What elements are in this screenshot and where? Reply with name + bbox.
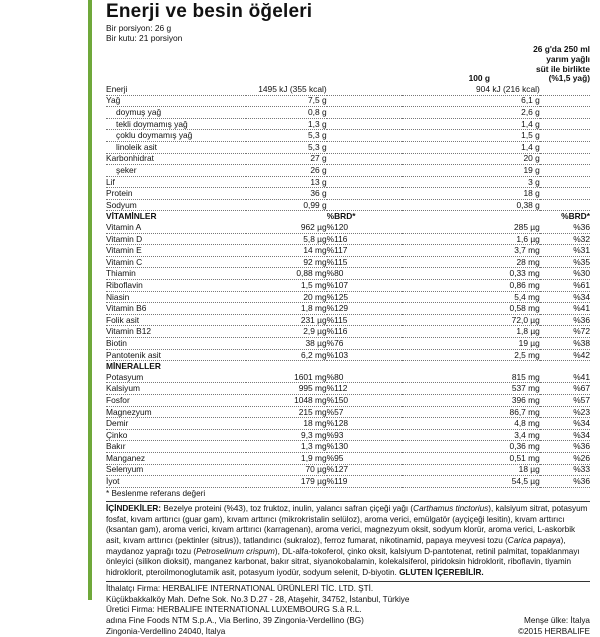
brd-serving bbox=[540, 95, 590, 107]
importer-line: Üretici Firma: HERBALIFE INTERNATIONAL LUXEMBOURG S.à R.L. bbox=[106, 605, 362, 615]
brd-100g bbox=[327, 118, 402, 130]
value-serving: 285 µg bbox=[402, 222, 540, 233]
nutrient-name: Sodyum bbox=[106, 199, 246, 211]
brd-100g bbox=[327, 188, 402, 200]
value-100g: 92 mg bbox=[246, 256, 326, 268]
brd-100g: %80 bbox=[327, 372, 402, 383]
brd-100g: %76 bbox=[327, 338, 402, 350]
nutrient-name: Vitamin D bbox=[106, 233, 246, 245]
nutrient-row bbox=[106, 464, 590, 476]
value-100g: 27 g bbox=[246, 153, 326, 165]
nutrient-row bbox=[106, 406, 590, 418]
value-serving: 0,86 mg bbox=[402, 280, 540, 292]
divider bbox=[106, 581, 590, 582]
nutrient-name: linoleik asit bbox=[106, 141, 246, 153]
column-headers bbox=[106, 45, 590, 84]
brd-serving bbox=[540, 153, 590, 165]
brd-serving: %34 bbox=[540, 418, 590, 430]
nutrient-row bbox=[106, 303, 590, 315]
footnote: * Beslenme referans değeri bbox=[106, 488, 206, 498]
value-100g: 1,5 mg bbox=[246, 280, 326, 292]
brd-serving: %67 bbox=[540, 383, 590, 395]
nutrient-row bbox=[106, 418, 590, 430]
section-header-row bbox=[106, 211, 590, 222]
value-serving: 0,38 g bbox=[402, 199, 540, 211]
brd-serving: %61 bbox=[540, 280, 590, 292]
nutrient-row bbox=[106, 452, 590, 464]
value-serving: 3 g bbox=[402, 176, 540, 188]
brd-100g bbox=[327, 199, 402, 211]
value-100g: 0,8 g bbox=[246, 107, 326, 119]
value-serving: 1,5 g bbox=[402, 130, 540, 142]
value-100g: 20 mg bbox=[246, 291, 326, 303]
brd-100g: %115 bbox=[327, 314, 402, 326]
nutrient-row bbox=[106, 165, 590, 177]
green-accent-bar bbox=[88, 0, 92, 600]
value-100g: 1601 mg bbox=[246, 372, 326, 383]
header-100g: 100 g bbox=[468, 73, 490, 84]
brd-100g: %127 bbox=[327, 464, 402, 476]
brd-serving: %72 bbox=[540, 326, 590, 338]
nutrient-name: Çinko bbox=[106, 429, 246, 441]
brd-100g: %80 bbox=[327, 268, 402, 280]
section-header-row bbox=[106, 361, 590, 372]
value-100g: 215 mg bbox=[246, 406, 326, 418]
brd-100g: %125 bbox=[327, 291, 402, 303]
brd-serving: %26 bbox=[540, 452, 590, 464]
nutrient-name: Vitamin E bbox=[106, 245, 246, 257]
nutrient-row bbox=[106, 95, 590, 107]
nutrient-name: Niasin bbox=[106, 291, 246, 303]
value-serving: 5,4 mg bbox=[402, 291, 540, 303]
header-serving-line: 26 g'da 250 ml bbox=[533, 44, 590, 55]
value-serving: 0,36 mg bbox=[402, 441, 540, 453]
value-100g: 13 g bbox=[246, 176, 326, 188]
label-content bbox=[106, 0, 590, 637]
value-serving: 537 mg bbox=[402, 383, 540, 395]
brd-serving: %35 bbox=[540, 256, 590, 268]
brd-serving: %34 bbox=[540, 291, 590, 303]
brd-100g bbox=[327, 153, 402, 165]
nutrient-row bbox=[106, 256, 590, 268]
value-100g: 1,8 mg bbox=[246, 303, 326, 315]
value-serving: 18 g bbox=[402, 188, 540, 200]
nutrient-row bbox=[106, 153, 590, 165]
section-title: MİNERALLER bbox=[106, 361, 161, 372]
nutrient-row bbox=[106, 222, 590, 233]
value-100g: 18 mg bbox=[246, 418, 326, 430]
nutrient-row bbox=[106, 383, 590, 395]
nutrient-row bbox=[106, 118, 590, 130]
brd-100g bbox=[327, 165, 402, 177]
nutrient-name: Karbonhidrat bbox=[106, 153, 246, 165]
nutrient-name: doymuş yağ bbox=[106, 107, 246, 119]
value-serving: 3,4 mg bbox=[402, 429, 540, 441]
nutrient-row bbox=[106, 188, 590, 200]
value-serving: 20 g bbox=[402, 153, 540, 165]
value-serving: 6,1 g bbox=[402, 95, 540, 107]
brd-serving: %36 bbox=[540, 476, 590, 488]
importer-line: İthalatçı Firma: HERBALIFE INTERNATIONAL ÜRÜNLERİ TİC. LTD. ŞTİ. bbox=[106, 584, 374, 594]
nutrient-row bbox=[106, 338, 590, 350]
value-serving: 19 µg bbox=[402, 338, 540, 350]
value-serving: 1,8 µg bbox=[402, 326, 540, 338]
nutrient-name: Lif bbox=[106, 176, 246, 188]
importer-line: Küçükbakkalköy Mah. Defne Sok. No.3 D.27 - 28, Ataşehir, 34752, İstanbul, Türkiye bbox=[106, 594, 410, 604]
nutrient-name: Magnezyum bbox=[106, 406, 246, 418]
nutrient-row bbox=[106, 326, 590, 338]
brd-serving: %41 bbox=[540, 372, 590, 383]
brd-100g: %112 bbox=[327, 383, 402, 395]
value-serving: 3,7 mg bbox=[402, 245, 540, 257]
value-100g: 231 µg bbox=[246, 314, 326, 326]
brd-serving bbox=[540, 141, 590, 153]
spacer-cell bbox=[402, 361, 540, 372]
value-serving: 72,0 µg bbox=[402, 314, 540, 326]
ingredients-segment: Carthamus tinctorius bbox=[413, 504, 489, 514]
brd-100g: %150 bbox=[327, 394, 402, 406]
brd-serving: %57 bbox=[540, 394, 590, 406]
brd-100g: %115 bbox=[327, 256, 402, 268]
nutrient-name: Manganez bbox=[106, 452, 246, 464]
nutrient-row bbox=[106, 429, 590, 441]
ingredients-segment: GLUTEN İÇEREBİLİR. bbox=[399, 567, 484, 577]
value-100g: 0,99 g bbox=[246, 199, 326, 211]
value-serving: 0,58 mg bbox=[402, 303, 540, 315]
brd-serving: %36 bbox=[540, 222, 590, 233]
value-100g: 1,3 mg bbox=[246, 441, 326, 453]
value-serving: 54,5 µg bbox=[402, 476, 540, 488]
nutrient-name: tekli doymamış yağ bbox=[106, 118, 246, 130]
ingredients-text bbox=[106, 504, 590, 578]
value-serving: 18 µg bbox=[402, 464, 540, 476]
value-100g: 962 µg bbox=[246, 222, 326, 233]
value-100g: 38 µg bbox=[246, 338, 326, 350]
brd-serving bbox=[540, 176, 590, 188]
brd-serving bbox=[540, 188, 590, 200]
servings-per-box: Bir kutu: 21 porsiyon bbox=[106, 32, 183, 43]
brd-header bbox=[540, 361, 590, 372]
label-title: Enerji ve besin öğeleri bbox=[106, 1, 313, 22]
nutrient-row bbox=[106, 130, 590, 142]
brd-serving: %38 bbox=[540, 338, 590, 350]
nutrient-name: Vitamin A bbox=[106, 222, 246, 233]
brd-serving: %30 bbox=[540, 268, 590, 280]
value-serving: 1,4 g bbox=[402, 141, 540, 153]
brd-serving: %33 bbox=[540, 464, 590, 476]
importer-line: adına Fine Foods NTM S.p.A., Via Berlino, 39 Zingonia-Verdellino (BG) bbox=[106, 616, 364, 626]
brd-100g: %129 bbox=[327, 303, 402, 315]
nutrient-row bbox=[106, 476, 590, 488]
brd-serving bbox=[540, 107, 590, 119]
nutrient-row bbox=[106, 233, 590, 245]
brd-100g: %130 bbox=[327, 441, 402, 453]
value-100g: 9,3 mg bbox=[246, 429, 326, 441]
nutrient-name: İyot bbox=[106, 476, 246, 488]
header-serving-line: süt ile birlikte bbox=[536, 63, 590, 74]
nutrient-name: Vitamin B12 bbox=[106, 326, 246, 338]
nutrient-row bbox=[106, 372, 590, 383]
brd-serving bbox=[540, 199, 590, 211]
brd-header: %BRD* bbox=[561, 211, 590, 222]
copyright: ©2015 HERBALIFE bbox=[517, 626, 590, 636]
value-serving: 4,8 mg bbox=[402, 418, 540, 430]
brd-serving bbox=[540, 165, 590, 177]
value-100g: 179 µg bbox=[246, 476, 326, 488]
brd-100g: %128 bbox=[327, 418, 402, 430]
nutrient-row bbox=[106, 107, 590, 119]
brd-serving bbox=[540, 118, 590, 130]
value-serving: 904 kJ (216 kcal) bbox=[402, 84, 540, 95]
value-100g: 5,3 g bbox=[246, 141, 326, 153]
header-serving-line: (%1,5 yağ) bbox=[548, 73, 590, 84]
value-100g: 26 g bbox=[246, 165, 326, 177]
value-serving: 2,5 mg bbox=[402, 349, 540, 361]
nutrient-row bbox=[106, 141, 590, 153]
value-100g: 1,9 mg bbox=[246, 452, 326, 464]
nutrient-name: Thiamin bbox=[106, 268, 246, 280]
value-100g: 5,3 g bbox=[246, 130, 326, 142]
value-100g: 1,3 g bbox=[246, 118, 326, 130]
brd-serving: %34 bbox=[540, 429, 590, 441]
brd-serving bbox=[540, 84, 590, 95]
value-serving: 0,51 mg bbox=[402, 452, 540, 464]
ingredients-segment: ), DL-alfa-tokoferol, çinko oksit, kalsiyum D-pantotenat, retinil palmitat, topaklanmayı önleyici (silikon dioksit), manganez karbonat, bakır sitrat, siyanokobalamin, kolekalsiferol, piridoksin hidroklorit, riboflavin, tiyamin hidroklorit, pteroilmonoglutamik asit, potasyum iyodür, sodyum selenit, D-biyotin. bbox=[106, 546, 580, 577]
brd-100g: %117 bbox=[327, 245, 402, 257]
importer-line: Zingonia-Verdellino 24040, İtalya bbox=[106, 626, 226, 636]
nutrient-name: Bakır bbox=[106, 441, 246, 453]
brd-100g: %93 bbox=[327, 429, 402, 441]
value-100g: 5,8 µg bbox=[246, 233, 326, 245]
ingredients-label: İÇİNDEKİLER: bbox=[106, 504, 162, 514]
brd-serving: %42 bbox=[540, 349, 590, 361]
value-100g: 6,2 mg bbox=[246, 349, 326, 361]
value-100g: 70 µg bbox=[246, 464, 326, 476]
nutrient-name: Fosfor bbox=[106, 394, 246, 406]
value-serving: 28 mg bbox=[402, 256, 540, 268]
nutrient-name: Kalsiyum bbox=[106, 383, 246, 395]
nutrient-name: Potasyum bbox=[106, 372, 246, 383]
value-100g: 2,9 µg bbox=[246, 326, 326, 338]
nutrient-row bbox=[106, 441, 590, 453]
value-100g: 1495 kJ (355 kcal) bbox=[246, 84, 326, 95]
nutrient-row bbox=[106, 291, 590, 303]
brd-serving: %41 bbox=[540, 303, 590, 315]
value-serving: 1,6 µg bbox=[402, 233, 540, 245]
brd-100g: %119 bbox=[327, 476, 402, 488]
divider bbox=[106, 501, 590, 502]
brd-100g bbox=[327, 130, 402, 142]
ingredients-segment: Petroselinum crispum bbox=[196, 546, 275, 556]
nutrient-name: Pantotenik asit bbox=[106, 349, 246, 361]
brd-100g bbox=[327, 176, 402, 188]
importer-block bbox=[106, 584, 590, 637]
brd-100g: %120 bbox=[327, 222, 402, 233]
section-title: VİTAMİNLER bbox=[106, 211, 157, 222]
brd-header: %BRD* bbox=[326, 211, 356, 222]
ingredients-segment: ), maydanoz yaprağı tozu ( bbox=[106, 535, 566, 556]
brd-100g: %116 bbox=[327, 233, 402, 245]
origin-country: Menşe ülke: İtalya bbox=[524, 616, 590, 626]
brd-serving: %36 bbox=[540, 441, 590, 453]
value-100g: 14 mg bbox=[246, 245, 326, 257]
brd-serving: %23 bbox=[540, 406, 590, 418]
brd-100g bbox=[327, 141, 402, 153]
brd-100g bbox=[327, 84, 402, 95]
nutrient-name: Protein bbox=[106, 188, 246, 200]
value-100g: 0,88 mg bbox=[246, 268, 326, 280]
header-serving-line: yarım yağlı bbox=[546, 53, 590, 64]
nutrient-name: Folik asit bbox=[106, 314, 246, 326]
value-serving: 0,33 mg bbox=[402, 268, 540, 280]
nutrient-row bbox=[106, 314, 590, 326]
value-100g: 1048 mg bbox=[246, 394, 326, 406]
value-serving: 19 g bbox=[402, 165, 540, 177]
ingredients-segment: Bezelye proteini (%43), toz fruktoz, inulin, yalancı safran çiçeği yağı ( bbox=[161, 504, 414, 514]
serving-size: Bir porsiyon: 26 g bbox=[106, 23, 172, 33]
nutrient-row bbox=[106, 394, 590, 406]
nutrient-name: Riboflavin bbox=[106, 280, 246, 292]
value-100g: 36 g bbox=[246, 188, 326, 200]
value-serving: 815 mg bbox=[402, 372, 540, 383]
nutrient-name: Vitamin C bbox=[106, 256, 246, 268]
ingredients-segment: ), kalsiyum sitrat, potasyum fosfat, kıvam arttırıcı (guar gam), kıvam arttırıcı (mikrokristalin selüloz), aroma verici, emülgatör (ayçiçeği lesitin), kıvam arttırıcı (ksantan gam), aroma verici, kıvam arttırıcı (karragenan), aroma verici, magnezyum oksit, sodyum klorür, aroma verici, L-askorbik asit, kıvam arttırıcı (pektinler (sitrus)), tatlandırıcı (sukraloz), ferroz fumarat, nikotinamid, papaya meyvesi tozu ( bbox=[106, 504, 588, 545]
brd-100g bbox=[327, 107, 402, 119]
spacer-cell bbox=[246, 211, 326, 222]
value-100g: 7,5 g bbox=[246, 95, 326, 107]
brd-100g bbox=[327, 95, 402, 107]
nutrient-name: şeker bbox=[106, 165, 246, 177]
nutrient-row bbox=[106, 245, 590, 257]
nutrient-name: Yağ bbox=[106, 95, 246, 107]
nutrient-row bbox=[106, 176, 590, 188]
nutrient-name: Vitamin B6 bbox=[106, 303, 246, 315]
nutrient-name: Demir bbox=[106, 418, 246, 430]
brd-100g: %107 bbox=[327, 280, 402, 292]
brd-header bbox=[327, 361, 402, 372]
brd-serving: %36 bbox=[540, 314, 590, 326]
nutrient-name: çoklu doymamış yağ bbox=[106, 130, 246, 142]
nutrient-name: Biotin bbox=[106, 338, 246, 350]
ingredients-segment: Carica papaya bbox=[507, 535, 561, 545]
brd-100g: %95 bbox=[327, 452, 402, 464]
nutrition-table bbox=[106, 84, 590, 488]
value-serving: 2,6 g bbox=[402, 107, 540, 119]
brd-100g: %103 bbox=[327, 349, 402, 361]
brd-serving: %31 bbox=[540, 245, 590, 257]
nutrient-row bbox=[106, 349, 590, 361]
value-100g: 995 mg bbox=[246, 383, 326, 395]
nutrient-name: Selenyum bbox=[106, 464, 246, 476]
value-serving: 396 mg bbox=[402, 394, 540, 406]
brd-serving bbox=[540, 130, 590, 142]
nutrient-row bbox=[106, 84, 590, 95]
nutrient-name: Enerji bbox=[106, 84, 246, 95]
nutrient-row bbox=[106, 268, 590, 280]
value-serving: 1,4 g bbox=[402, 118, 540, 130]
nutrient-row bbox=[106, 280, 590, 292]
brd-100g: %57 bbox=[327, 406, 402, 418]
brd-serving: %32 bbox=[540, 233, 590, 245]
nutrient-row bbox=[106, 199, 590, 211]
spacer-cell bbox=[402, 211, 540, 222]
value-serving: 86,7 mg bbox=[402, 406, 540, 418]
brd-100g: %116 bbox=[327, 326, 402, 338]
header-serving bbox=[490, 45, 590, 84]
spacer-cell bbox=[246, 361, 326, 372]
